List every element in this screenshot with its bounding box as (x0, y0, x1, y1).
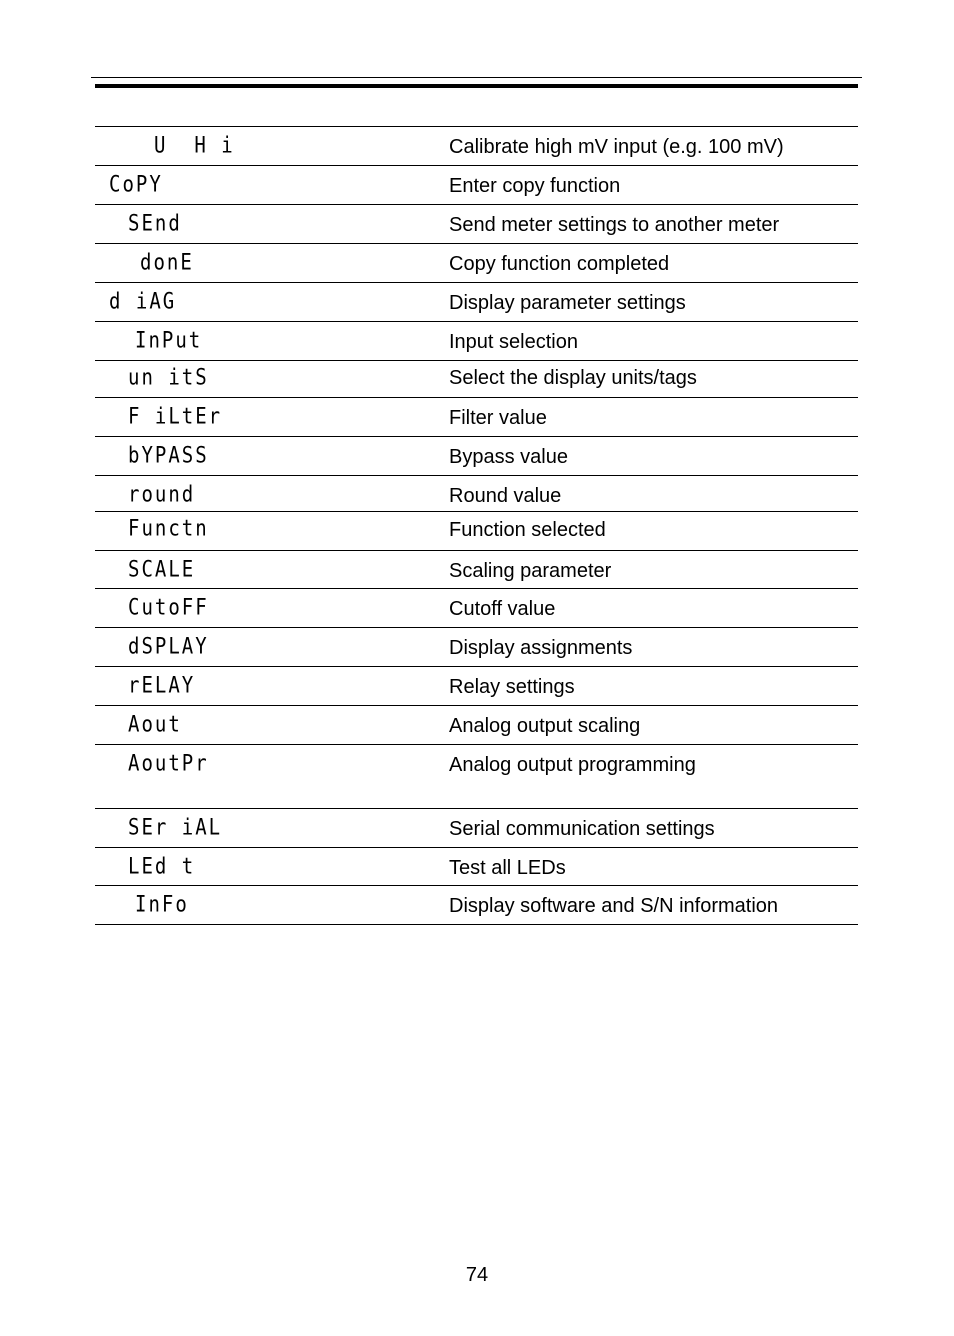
table-row (95, 745, 858, 809)
table-row (95, 848, 858, 886)
display-code: CutoFF (128, 595, 209, 621)
table-row (95, 706, 858, 745)
display-code: CoPY (109, 172, 163, 198)
row-description: Test all LEDs (449, 857, 566, 879)
row-description: Analog output scaling (449, 715, 641, 737)
page-number: 74 (465, 1264, 489, 1286)
row-description: Select the display units/tags (449, 367, 697, 389)
row-description: Cutoff value (449, 598, 556, 620)
display-code: AoutPr (128, 751, 209, 777)
display-code: dSPLAY (128, 634, 209, 660)
table-row (95, 244, 858, 283)
row-description: Calibrate high mV input (e.g. 100 mV) (449, 136, 784, 158)
display-code: SCALE (128, 557, 196, 583)
display-code: SEnd (128, 211, 182, 237)
table-row (95, 205, 858, 244)
display-code: F iLtEr (128, 404, 223, 430)
header-rule-thick (95, 84, 858, 88)
row-description: Relay settings (449, 676, 575, 698)
row-description: Analog output programming (449, 754, 696, 776)
display-code: donE (140, 250, 194, 276)
row-description: Copy function completed (449, 253, 670, 275)
menu-table (95, 126, 858, 925)
table-row (95, 512, 858, 551)
display-code: bYPASS (128, 443, 209, 469)
display-code: InFo (135, 892, 189, 918)
display-code: rELAY (128, 673, 196, 699)
table-row (95, 628, 858, 667)
display-code: d iAG (109, 289, 177, 315)
table-row (95, 127, 858, 166)
row-description: Round value (449, 485, 562, 507)
table-row (95, 589, 858, 628)
row-description: Bypass value (449, 446, 568, 468)
display-code: SEr iAL (128, 815, 223, 841)
header-rule-thin (91, 77, 862, 78)
display-code: un itS (128, 365, 209, 391)
row-description: Input selection (449, 331, 578, 353)
table-row (95, 322, 858, 361)
row-description: Display parameter settings (449, 292, 686, 314)
row-description: Display assignments (449, 637, 633, 659)
display-code: Aout (128, 712, 182, 738)
table-row (95, 476, 858, 512)
table-row (95, 361, 858, 398)
row-description: Send meter settings to another meter (449, 214, 780, 236)
table-row (95, 437, 858, 476)
table-row (95, 886, 858, 925)
table-row (95, 398, 858, 437)
row-description: Display software and S/N information (449, 895, 779, 917)
display-code: Functn (128, 516, 209, 542)
row-description: Filter value (449, 407, 547, 429)
display-code: U H i (154, 133, 235, 159)
row-description: Serial communication settings (449, 818, 715, 840)
display-code: InPut (135, 328, 203, 354)
row-description: Scaling parameter (449, 560, 612, 582)
row-description: Enter copy function (449, 175, 621, 197)
table-row (95, 551, 858, 589)
table-row (95, 667, 858, 706)
table-row (95, 166, 858, 205)
display-code: LEd t (128, 854, 196, 880)
row-description: Function selected (449, 519, 606, 541)
table-row (95, 283, 858, 322)
table-row (95, 809, 858, 848)
display-code: round (128, 482, 196, 508)
